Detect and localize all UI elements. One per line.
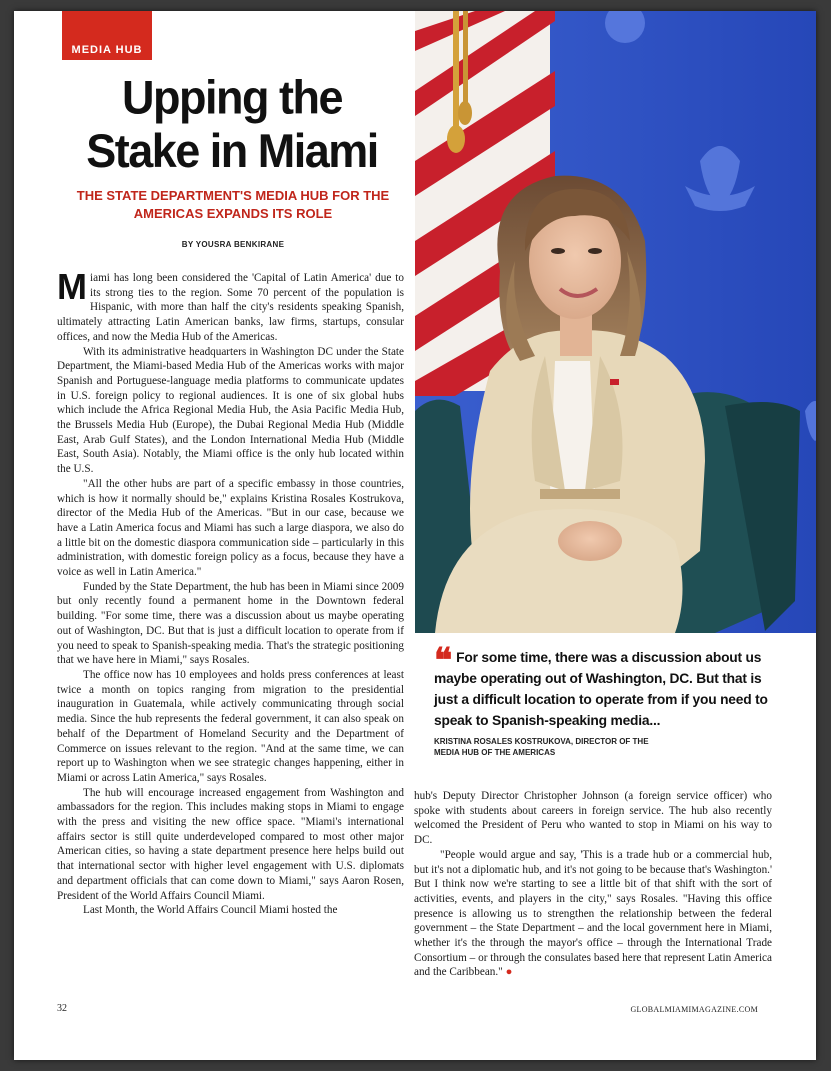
article-paragraph: Miami has long been considered the 'Capital of Latin America' due to its strong ties to the region. Some 70 percent of the population is Hispanic, with more than half the city's residents speaking Spanish, ultimately attracting Latin American banks, law firms, startups, consular offices, and now the Media Hub of the Americas. [57,266,404,343]
article-paragraph: The hub will encourage increased engagement from Washington and ambassadors for the region. This includes making stops in Miami to engage with the press and visiting the new office space. "Miami's international affairs sector is still quite underdeveloped compared to most other major American cities, so having a state department presence here helps build out that international sector with higher level engagement with U.S. diplomats and department officials that can come down to Miami," says Aaron Rosen, President of the World Affairs Council Miami. [57,786,404,902]
pull-quote-text: For some time, there was a discussion about us maybe operating out of Washington, DC. But that is just a difficult location to operate from if you need to speak to Spanish-speaking media... [434,650,768,728]
site-url: GLOBALMIAMIMAGAZINE.COM [630,1005,758,1014]
byline: BY YOUSRA BENKIRANE [181,240,285,249]
drop-cap: M [57,266,87,307]
end-mark-icon: ● [505,966,513,979]
article-paragraph: Last Month, the World Affairs Council Miami hosted the [83,904,338,917]
belt [540,489,620,499]
portrait-photo [415,11,816,633]
article-paragraph: The office now has 10 employees and holds press conferences at least twice a month on topics ranging from migration to the presidential inauguration in Guatemala, while actively communicating through social media. Since the hub represents the federal government, it can also speak on behalf of the Department of Homeland Security and the Department of Commerce on issues relevant to the region. "And at the same time, we can report up to Washington when we see strategic changes happening, either in Miami or across Latin America," says Rosales. [57,668,404,784]
page-number: 32 [57,1003,67,1014]
article-paragraph: "All the other hubs are part of a specific embassy in those countries, which is how it normally should be," explains Kristina Rosales Kostrukova, director of the Media Hub of the Americas. "But in our case, because we have a Latin America focus and Miami has such a large diaspora, we also do a little bit on the domestic diaspora communication side – particularly in this administration, with domestic foreign policy as a focus, because they have a voice as well in Latin America." [57,477,404,579]
portrait-illustration [415,11,816,633]
quote-mark-icon: ❝ [434,643,453,680]
deck-subtitle: THE STATE DEPARTMENT'S MEDIA HUB FOR THE AMERICAS EXPANDS ITS ROLE [76,188,390,221]
article-paragraph: Funded by the State Department, the hub has been in Miami since 2009 but only recently found a permanent home in the Downtown federal building. "For some time, there was a discussion about us maybe operating out of Washington, DC. But that is just a difficult location to operate from if you need to speak to Spanish-speaking media. That's the strategic positioning that we have here in Miami," says Rosales. [57,580,404,667]
pull-quote-attribution: KRISTINA ROSALES KOSTRUKOVA, DIRECTOR OF THE MEDIA HUB OF THE AMERICAS [434,737,649,757]
article-paragraph: hub's Deputy Director Christopher Johnson (a foreign service officer) who spoke with students about careers in foreign service. The hub also recently welcomed the President of Peru who wanted to stop in Miami on his way to DC. [414,790,772,847]
article-paragraph: With its administrative headquarters in Washington DC under the State Department, the Miami-based Media Hub of the Americas works with major Spanish and Portuguese-language media platforms to communicate updates in U.S. foreign policy to regional audiences. It is one of six global hubs which include the Africa Regional Media Hub, the Asia Pacific Media Hub, the Brussels Media Hub (Europe), the Dubai Regional Media Hub (Middle East, Arab Gulf States), and the London International Media Hub (Middle East, South Asia). Notably, the Miami office is the only hub located within the U.S. [57,345,404,476]
headline-line-1: Upping the [122,70,342,124]
article-column-left [57,266,404,918]
headline-line-2: Stake in Miami [86,124,378,178]
headline [54,70,410,177]
clasped-hands [558,521,622,561]
article-column-right [414,789,772,980]
article-paragraph: "People would argue and say, 'This is a trade hub or a commercial hub, but it's not a diplomatic hub, and it's not going to be because that's Washington.' But I think now we're starting to see a little bit of that shift with the sort of activities, events, and players in the city," says Rosales. "Having this office presence is allowing us to strengthen the relationship between the federal government – the State Department – and the local government here in Miami, whether it's the through the mayor's office – through the International Trade Consortium – or through the consulates based here that represent Latin America and the Caribbean." ● [414,848,772,979]
magazine-page [14,11,816,1060]
pull-quote [434,643,779,758]
section-tag: MEDIA HUB [62,11,152,60]
